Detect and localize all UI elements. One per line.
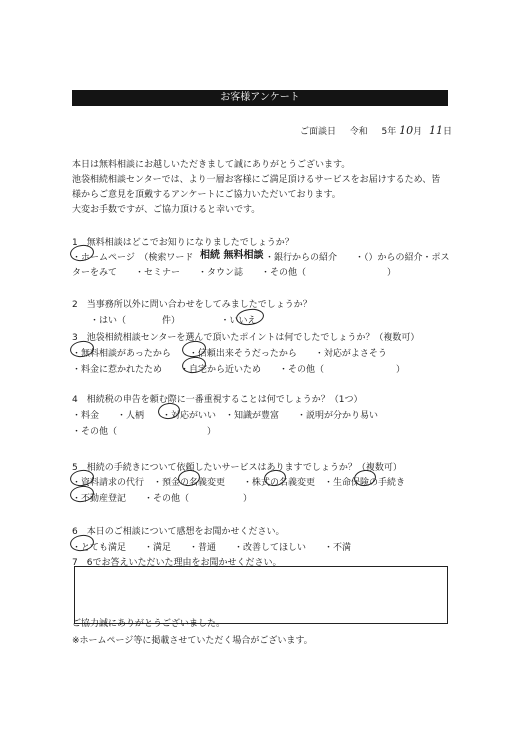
year-unit: 年: [387, 127, 397, 137]
q1-question: 1 無料相談はどこでお知りになりましたでしょうか？: [72, 238, 294, 248]
intro-line-4: 大変お手数ですが、ご協力頂けると幸いです。: [72, 205, 261, 215]
survey-title: お客様アンケート: [72, 90, 448, 106]
q2-options: ・はい（ 件） ・いいえ: [90, 316, 257, 326]
q1-option-line-1: ・ホームページ （検索ワード: [72, 253, 194, 263]
q2-selection-circle: [235, 307, 265, 327]
q6-options: ・とても満足 ・満足 ・普通 ・改善してほしい ・不満: [72, 543, 352, 553]
year: 5: [381, 127, 388, 137]
month-handwritten: 10: [399, 124, 414, 137]
q4-option-line-1: ・料金 ・人柄 ・対応がいい ・知識が豊富 ・説明が分かり易い: [72, 411, 379, 421]
era: 令和: [349, 127, 368, 137]
day-unit: 日: [443, 127, 453, 137]
q5-option-line-1: ・資料請求の代行 ・預金の名義変更 ・株式の名義変更 ・生命保険の手続き: [72, 478, 406, 488]
q3-question: 3 池袋相続相談センターを選んで頂いたポイントは何でしたでしょうか？（複数可）: [72, 333, 420, 343]
q3-option-line-1: ・無料相談があったから ・信頼出来そうだったから ・対応がよさそう: [72, 349, 387, 359]
q4-question: 4 相続税の申告を頼む際に一番重視することは何でしょうか？（1つ）: [72, 395, 363, 405]
footer-thanks: ご協力誠にありがとうございました。: [72, 619, 226, 629]
footer-note: ※ホームページ等に掲載させていただく場合がございます。: [72, 636, 313, 646]
q1-option-line-1b: ・銀行からの紹介 ・（）からの紹介・ポス: [265, 253, 450, 263]
intro-line-3: 様からご意見を頂戴するアンケートにご協力いただいております。: [72, 190, 341, 200]
q7-question: 7 6でお答えいただいた理由をお聞かせください。: [72, 558, 282, 568]
intro-line-1: 本日は無料相談にお越しいただきまして誠にありがとうございます。: [72, 160, 351, 170]
q2-question: 2 当事務所以外に問い合わせをしてみましたでしょうか？: [72, 300, 312, 310]
q1-search-word-handwritten: 相続 無料相談: [200, 250, 264, 261]
q6-question: 6 本日のご相談について感想をお聞かせください。: [72, 527, 285, 537]
q1-option-line-2: ターをみて ・セミナー ・タウン誌 ・その他（ ）: [72, 268, 397, 278]
q4-option-line-2: ・その他（ ）: [72, 427, 217, 437]
q5-question: 5 相続の手続きについて依頼したいサービスはありますでしょうか？（複数可）: [72, 463, 402, 473]
date-label: ご面談日: [300, 127, 337, 137]
intro-line-2: 池袋相続相談センターでは、より一層お客様にご満足頂けるサービスをお届けするため、皆: [72, 175, 441, 185]
q3-option-line-2: ・料金に惹かれたため ・自宅から近いため ・その他（ ）: [72, 365, 406, 375]
q5-option-line-2: ・不動産登記 ・その他（ ）: [72, 494, 253, 504]
month-unit: 月: [413, 127, 423, 137]
day-handwritten: 11: [429, 124, 444, 137]
consultation-date: [300, 124, 452, 137]
